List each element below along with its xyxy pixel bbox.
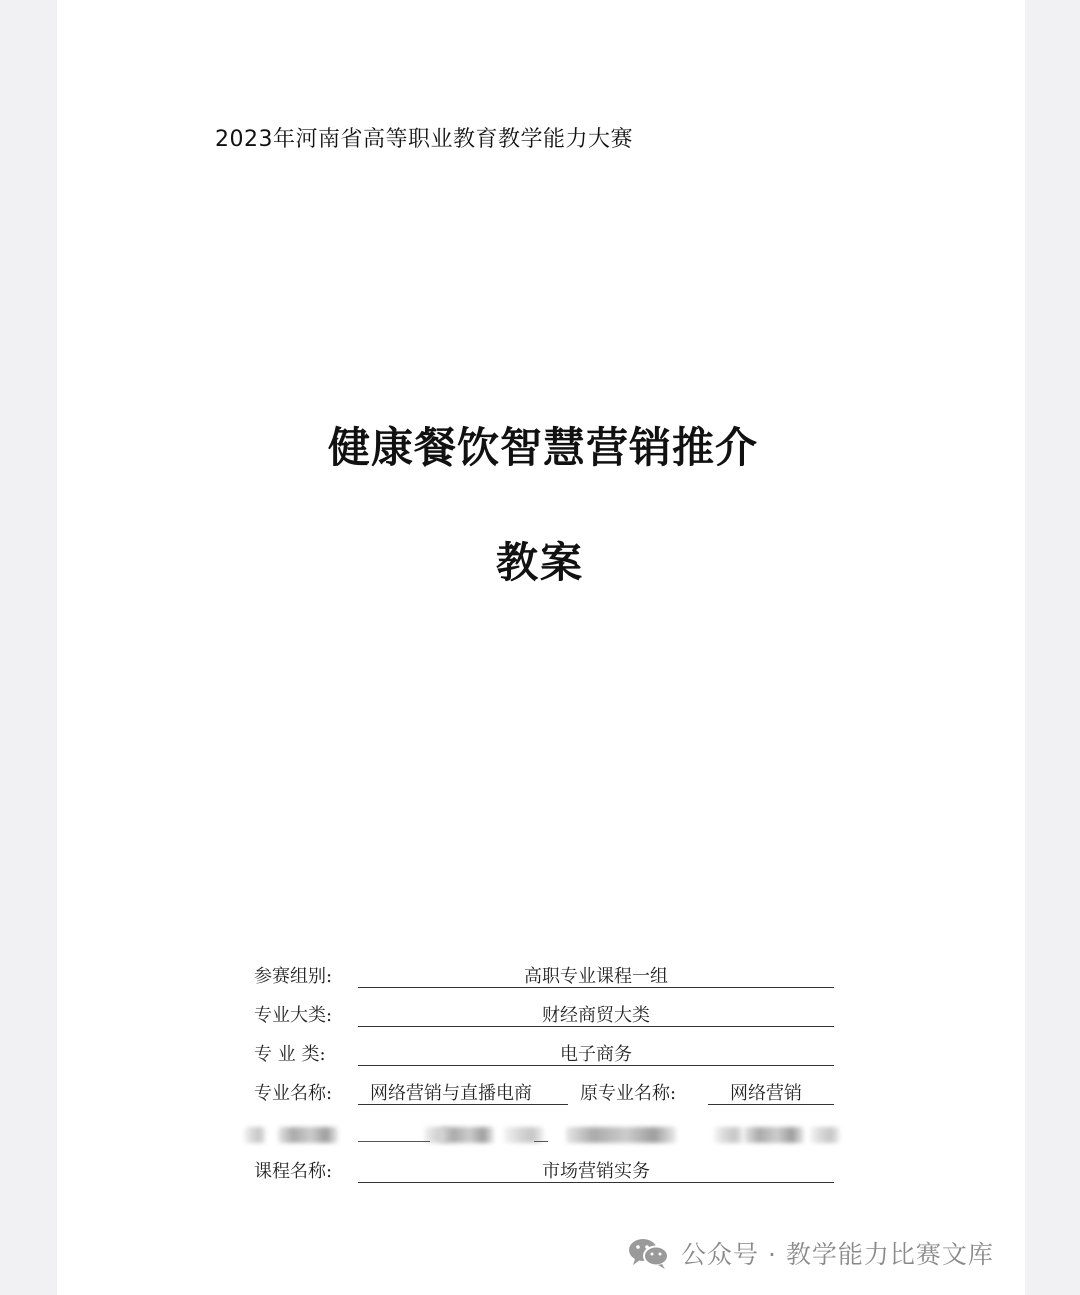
redacted-row	[244, 1122, 864, 1148]
major-category-underline	[358, 1026, 834, 1027]
redacted-block	[566, 1127, 676, 1143]
redacted-block	[744, 1127, 804, 1143]
wechat-watermark	[627, 1233, 1057, 1273]
wechat-icon	[627, 1236, 671, 1270]
redacted-block	[440, 1127, 494, 1143]
major-name-label: 专业名称:	[254, 1083, 333, 1104]
major-category-label: 专业大类:	[254, 1005, 333, 1026]
redacted-underline	[534, 1141, 548, 1142]
info-row-major-name	[254, 1079, 844, 1109]
info-row-group	[254, 962, 844, 992]
course-label: 课程名称:	[254, 1161, 333, 1182]
redacted-block	[278, 1127, 338, 1143]
major-category-value: 财经商贸大类	[542, 1005, 650, 1026]
major-name-value: 网络营销与直播电商	[370, 1083, 532, 1104]
group-label: 参赛组别:	[254, 966, 333, 987]
original-major-label: 原专业名称:	[580, 1083, 677, 1104]
info-row-major-category	[254, 1001, 844, 1031]
document-subtitle: 教案	[495, 538, 584, 587]
group-value: 高职专业课程一组	[524, 966, 668, 987]
competition-header: 2023年河南省高等职业教育教学能力大赛	[215, 127, 633, 152]
info-row-course	[254, 1157, 844, 1187]
watermark-text: 公众号 · 教学能力比赛文库	[681, 1240, 994, 1269]
course-value: 市场营销实务	[542, 1161, 650, 1182]
redacted-block	[714, 1127, 744, 1143]
major-class-label: 专 业 类:	[254, 1044, 326, 1065]
course-underline	[358, 1182, 834, 1183]
redacted-underline	[358, 1141, 430, 1142]
redacted-block	[244, 1127, 266, 1143]
redacted-block	[810, 1127, 840, 1143]
info-row-major-class	[254, 1040, 844, 1070]
original-major-value: 网络营销	[730, 1083, 802, 1104]
major-class-underline	[358, 1065, 834, 1066]
original-major-underline	[708, 1104, 834, 1105]
document-title: 健康餐饮智慧营销推介	[327, 423, 758, 472]
group-underline	[358, 987, 834, 988]
major-class-value: 电子商务	[560, 1044, 632, 1065]
major-name-underline	[358, 1104, 568, 1105]
